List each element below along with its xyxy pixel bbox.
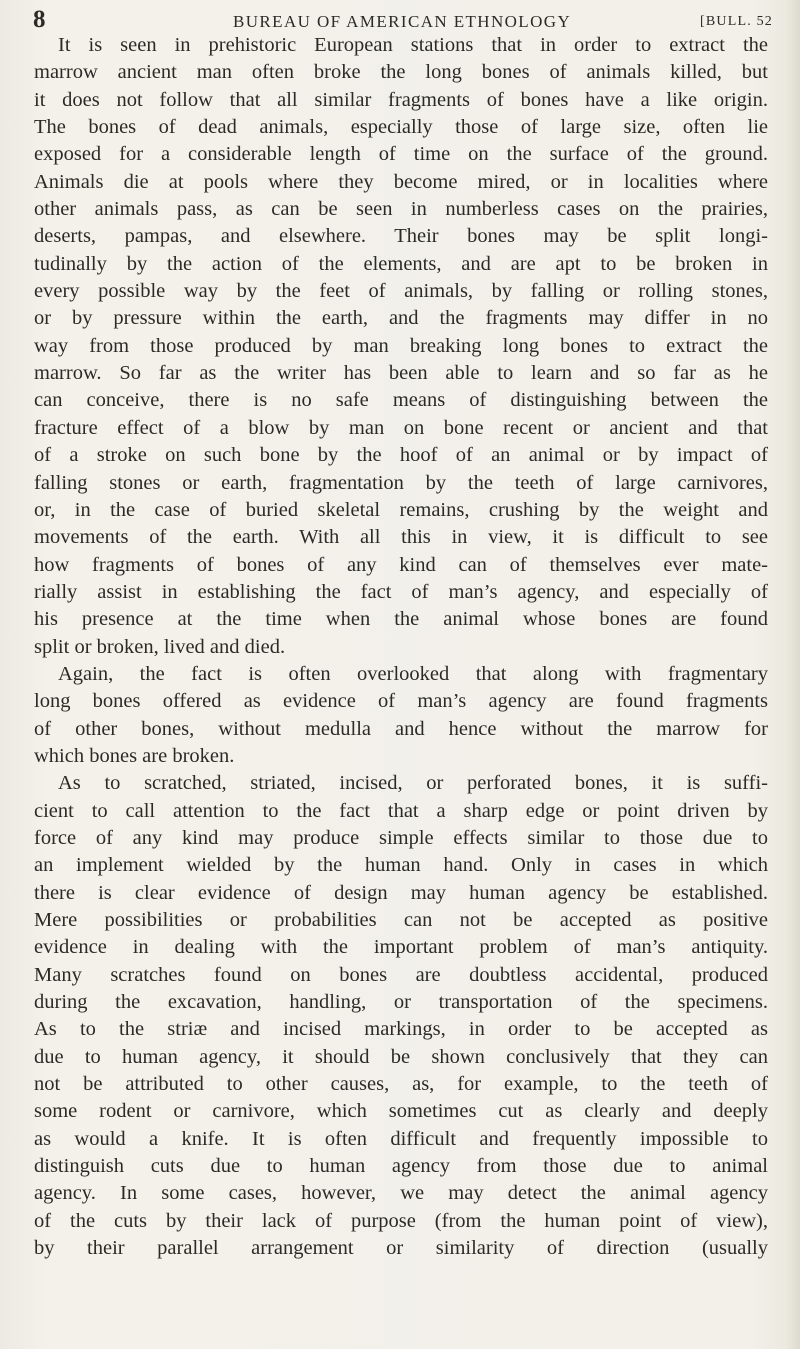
text-line: exposed for a considerable length of time on the surface of the ground. (34, 143, 768, 166)
page-number: 8 (33, 6, 46, 33)
body-text (34, 32, 768, 1262)
paragraph (34, 770, 768, 1262)
text-line: not be attributed to other causes, as, for example, to the teeth of (34, 1073, 768, 1096)
text-line: falling stones or earth, fragmentation by the teeth of large carnivores, (34, 471, 768, 494)
text-line: of other bones, without medulla and hence without the marrow for (34, 717, 768, 740)
text-line: As to the striæ and incised markings, in order to be accepted as (34, 1018, 768, 1041)
text-line: of the cuts by their lack of purpose (from the human point of view), (34, 1209, 768, 1232)
text-line: as would a knife. It is often difficult and frequently impossible to (34, 1127, 768, 1150)
text-line: evidence in dealing with the important problem of man’s antiquity. (34, 936, 768, 959)
bulletin-reference: [BULL. 52 (699, 14, 773, 29)
text-line: deserts, pampas, and elsewhere. Their bones may be split longi- (34, 225, 768, 248)
text-line: marrow ancient man often broke the long bones of animals killed, but (34, 61, 768, 84)
text-line: during the excavation, handling, or transportation of the specimens. (34, 991, 768, 1014)
text-line: long bones offered as evidence of man’s agency are found fragments (34, 690, 768, 713)
text-line: Many scratches found on bones are doubtless accidental, produced (34, 963, 768, 986)
text-line: cient to call attention to the fact that a sharp edge or point driven by (34, 799, 768, 822)
text-line: distinguish cuts due to human agency from those due to animal (34, 1155, 768, 1178)
text-line: marrow. So far as the writer has been able to learn and so far as he (34, 362, 768, 385)
text-line: Animals die at pools where they become mired, or in localities where (34, 170, 768, 193)
text-line: rially assist in establishing the fact of man’s agency, and especially of (34, 580, 768, 603)
text-line: other animals pass, as can be seen in numberless cases on the prairies, (34, 198, 768, 221)
paragraph (34, 32, 768, 661)
page-edge-shadow (786, 0, 800, 1349)
text-line: his presence at the time when the animal whose bones are found (34, 608, 768, 631)
text-line: due to human agency, it should be shown conclusively that they can (34, 1045, 768, 1068)
text-line: or by pressure within the earth, and the fragments may differ in no (34, 307, 768, 330)
text-line: Mere possibilities or probabilities can not be accepted as positive (34, 909, 768, 931)
text-line: it does not follow that all similar fragments of bones have a like origin. (34, 88, 768, 111)
text-line: split or broken, lived and died. (34, 635, 286, 658)
text-line: movements of the earth. With all this in view, it is difficult to see (34, 526, 768, 549)
text-line: of a stroke on such bone by the hoof of an animal or by impact of (34, 444, 768, 467)
text-line: by their parallel arrangement or similarity of direction (usually (34, 1237, 768, 1260)
text-line: It is seen in prehistoric European stations that in order to extract the (58, 34, 768, 56)
text-line: an implement wielded by the human hand. Only in cases in which (34, 854, 768, 877)
text-line: how fragments of bones of any kind can of themselves ever mate- (34, 553, 768, 576)
text-line: some rodent or carnivore, which sometimes cut as clearly and deeply (34, 1100, 768, 1123)
text-line: fracture effect of a blow by man on bone recent or ancient and that (34, 416, 768, 439)
text-line: every possible way by the feet of animals, by falling or rolling stones, (34, 280, 768, 303)
text-line: As to scratched, striated, incised, or perforated bones, it is suffi- (58, 772, 768, 795)
text-line: there is clear evidence of design may human agency be established. (34, 881, 768, 904)
text-line: which bones are broken. (34, 744, 235, 767)
text-line: agency. In some cases, however, we may detect the animal agency (34, 1182, 768, 1205)
text-line: force of any kind may produce simple effects similar to those due to (34, 826, 768, 849)
text-line: or, in the case of buried skeletal remains, crushing by the weight and (34, 498, 768, 521)
text-line: way from those produced by man breaking long bones to extract the (34, 334, 768, 357)
text-line: The bones of dead animals, especially those of large size, often lie (34, 116, 768, 139)
header-title: BUREAU OF AMERICAN ETHNOLOGY (233, 12, 572, 31)
text-line: can conceive, there is no safe means of distinguishing between the (34, 389, 768, 412)
text-line: tudinally by the action of the elements, and are apt to be broken in (34, 252, 768, 275)
text-line: Again, the fact is often overlooked that along with fragmentary (58, 662, 768, 685)
paragraph (34, 661, 768, 770)
